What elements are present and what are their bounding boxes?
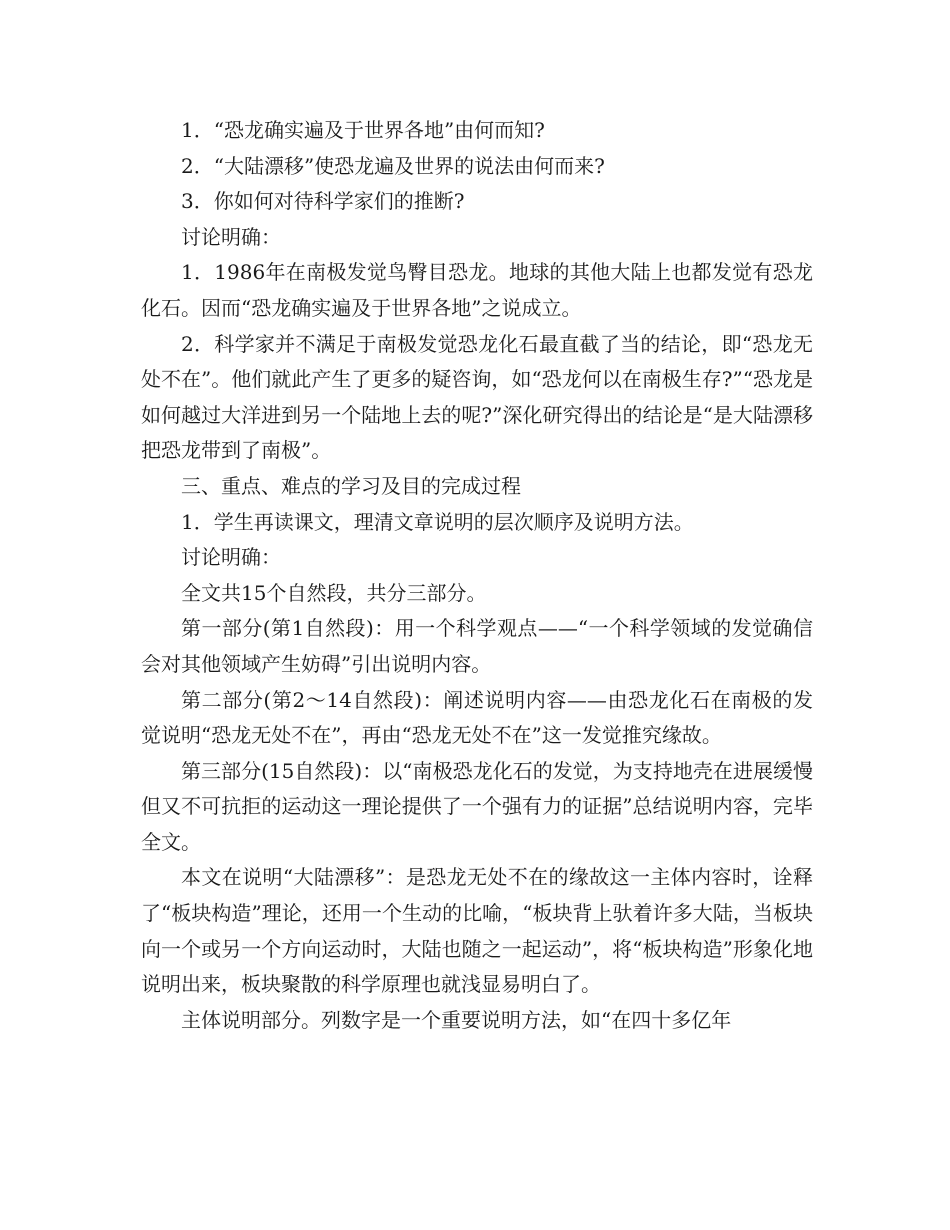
answer-2: 2．科学家并不满足于南极发觉恐龙化石最直截了当的结论，即“恐龙无处不在”。他们就此产生了更多的疑咨询，如“恐龙何以在南极生存?”“恐龙是如何越过大洋进到另一个陆地上去的呢?”深化研究得出的结论是“是大陆漂移把恐龙带到了南极”。 [141, 331, 813, 463]
section-heading: 三、重点、难点的学习及目的完成过程 [181, 473, 521, 498]
question-3: 3．你如何对待科学家们的推断? [181, 189, 465, 214]
part-1-paragraph: 第一部分(第1自然段)：用一个科学观点——“一个科学领域的发觉确信会对其他领域产生妨碍”引出说明内容。 [141, 616, 813, 676]
plate-tectonics-paragraph: 本文在说明“大陆漂移”：是恐龙无处不在的缘故这一主体内容时，诠释了“板块构造”理论，还用一个生动的比喻，“板块背上驮着许多大陆，当板块向一个或另一个方向运动时，大陆也随之一起运动”，将“板块构造”形象化地说明出来，板块聚散的科学原理也就浅显易明白了。 [141, 865, 813, 997]
answer-1: 1．1986年在南极发觉鸟臀目恐龙。地球的其他大陆上也都发觉有恐龙化石。因而“恐龙确实遍及于世界各地”之说成立。 [141, 260, 813, 320]
discussion-heading-2: 讨论明确： [181, 545, 281, 570]
question-1: 1．“恐龙确实遍及于世界各地”由何而知? [181, 118, 545, 142]
numbers-method-paragraph: 主体说明部分。列数字是一个重要说明方法，如“在四十多亿年 [181, 1007, 732, 1032]
task-1: 1．学生再读课文，理清文章说明的层次顺序及说明方法。 [181, 509, 694, 534]
question-2: 2．“大陆漂移”使恐龙遍及世界的说法由何而来? [181, 153, 605, 178]
structure-summary: 全文共15个自然段，共分三部分。 [181, 580, 487, 605]
part-2-paragraph: 第二部分(第2～14自然段)：阐述说明内容——由恐龙化石在南极的发觉说明“恐龙无处不在”，再由“恐龙无处不在”这一发觉推究缘故。 [141, 687, 813, 748]
part-3-paragraph: 第三部分(15自然段)：以“南极恐龙化石的发觉，为支持地壳在进展缓慢但又不可抗拒的运动这一理论提供了一个强有力的证据”总结说明内容，完毕全文。 [141, 758, 813, 854]
discussion-heading: 讨论明确： [181, 224, 281, 249]
document-body [141, 113, 813, 1038]
